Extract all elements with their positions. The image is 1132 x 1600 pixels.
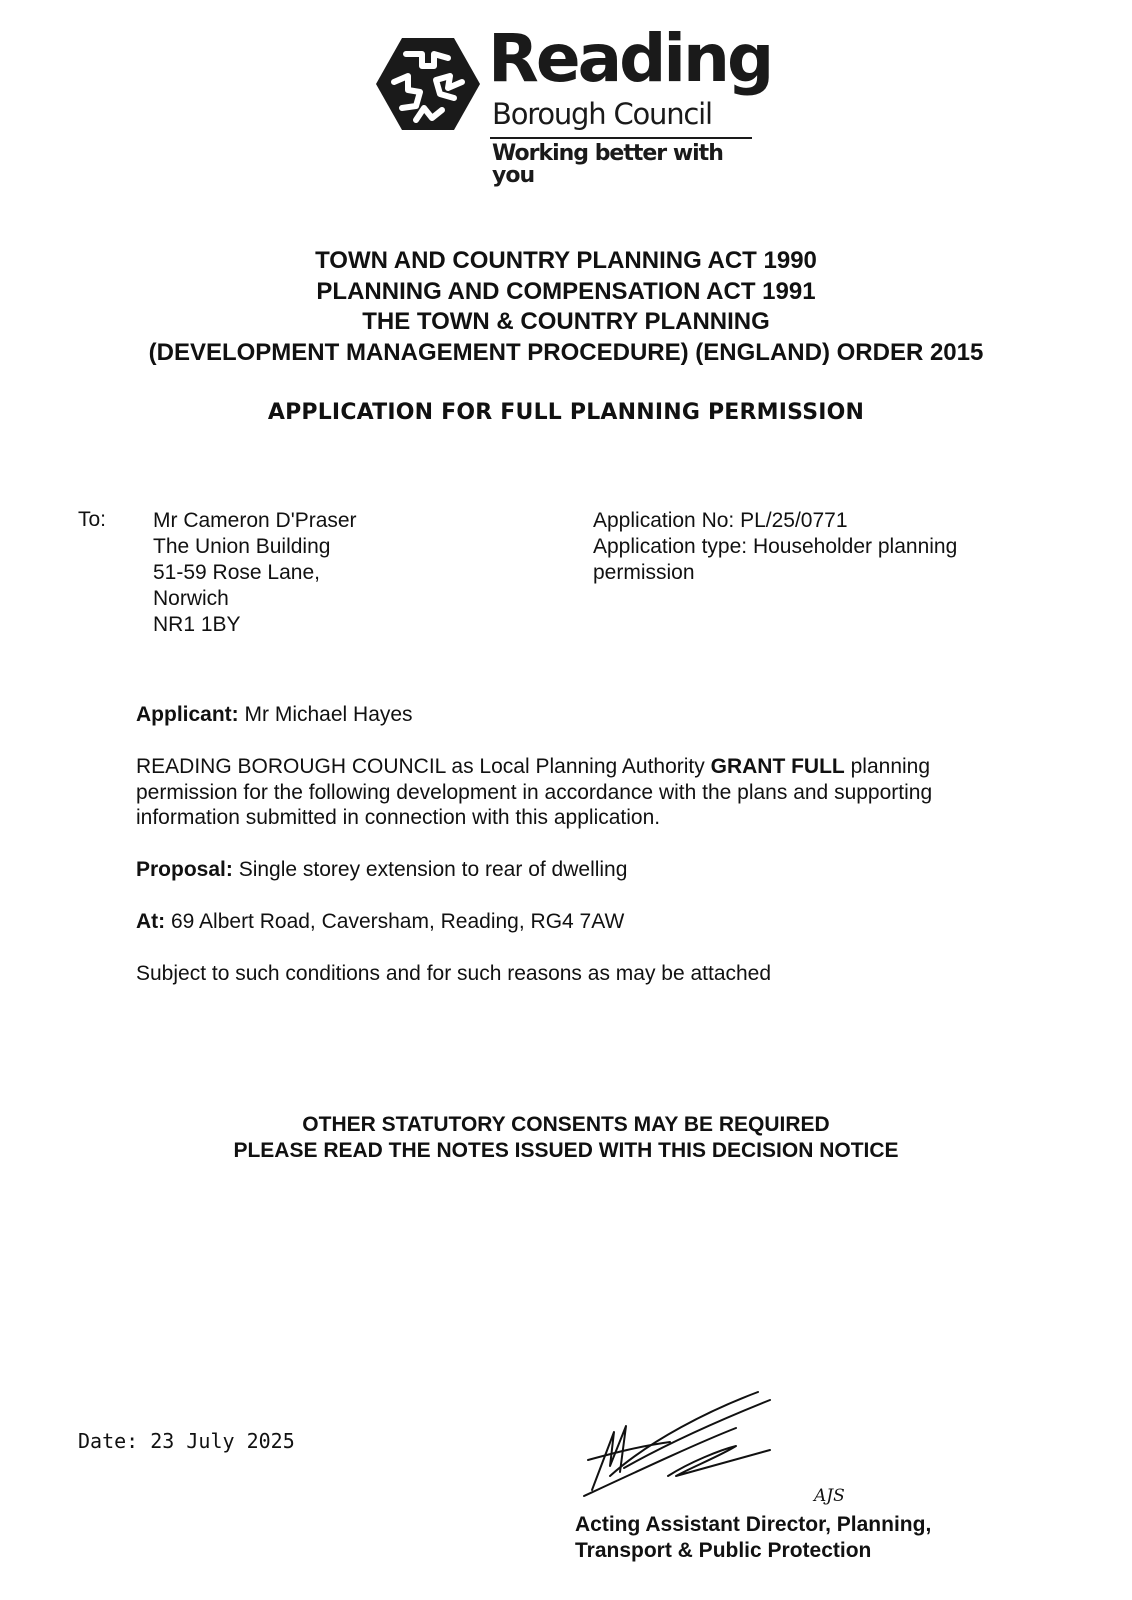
date-label: Date: xyxy=(78,1429,139,1453)
recipient-address-line: The Union Building xyxy=(153,535,331,558)
act-heading-1: TOWN AND COUNTRY PLANNING ACT 1990 xyxy=(315,247,817,274)
document-title: APPLICATION FOR FULL PLANNING PERMISSION xyxy=(267,400,865,425)
application-type-label: Application type: xyxy=(593,535,748,558)
application-number-row xyxy=(593,508,1023,534)
application-number: PL/25/0771 xyxy=(740,509,848,532)
grant-decision: GRANT FULL xyxy=(710,755,845,778)
applicant-line xyxy=(136,702,1016,728)
grant-suffix: planning permission for the following development in accordance with the plans and supporting information submitted in connection with this application. xyxy=(136,755,933,829)
decision-date xyxy=(78,1429,295,1453)
council-logo xyxy=(376,20,772,188)
statutory-notice xyxy=(60,1112,1072,1164)
act-heading-4: (DEVELOPMENT MANAGEMENT PROCEDURE) (ENGLAND) ORDER 2015 xyxy=(148,338,984,366)
conditions-line: Subject to such conditions and for such reasons as may be attached xyxy=(136,962,772,985)
logo-name: Reading xyxy=(488,20,772,97)
act-heading-2: PLANNING AND COMPENSATION ACT 1991 xyxy=(316,277,816,305)
logo-tagline: Working better with you xyxy=(492,141,723,188)
proposal-line xyxy=(136,857,1016,883)
recipient-postcode: NR1 1BY xyxy=(153,613,241,636)
application-type-row xyxy=(593,534,1023,586)
application-type: Householder planning permission xyxy=(593,535,958,584)
recipient-address-line: 51-59 Rose Lane, xyxy=(153,561,320,584)
recipient-name: Mr Cameron D'Praser xyxy=(153,509,357,532)
signer-title-line-2: Transport & Public Protection xyxy=(575,1539,872,1562)
grant-prefix: READING BOROUGH COUNCIL as Local Planning Authority xyxy=(136,755,705,778)
application-number-label: Application No: xyxy=(593,509,735,532)
recipient-address-line: Norwich xyxy=(153,587,229,610)
logo-divider xyxy=(490,137,752,139)
application-info xyxy=(593,508,1023,586)
applicant-label: Applicant: xyxy=(136,703,239,726)
date-value: 23 July 2025 xyxy=(150,1429,295,1453)
proposal-label: Proposal: xyxy=(136,858,233,881)
proposal-text: Single storey extension to rear of dwelling xyxy=(238,858,628,881)
signer-title xyxy=(575,1512,931,1564)
notice-line-2: PLEASE READ THE NOTES ISSUED WITH THIS DECISION NOTICE xyxy=(233,1139,899,1162)
site-address-line xyxy=(136,909,1016,935)
act-heading-3: THE TOWN & COUNTRY PLANNING xyxy=(362,308,770,335)
site-address-label: At: xyxy=(136,910,166,933)
site-address: 69 Albert Road, Caversham, Reading, RG4 7AW xyxy=(171,910,625,933)
signer-title-line-1: Acting Assistant Director, Planning, xyxy=(575,1513,932,1536)
notice-line-1: OTHER STATUTORY CONSENTS MAY BE REQUIRED xyxy=(302,1113,830,1136)
logo-subtitle: Borough Council xyxy=(492,97,712,131)
grant-statement xyxy=(136,754,1016,831)
council-emblem-icon xyxy=(376,36,480,132)
signature-icon xyxy=(580,1380,790,1510)
signer-initials: AJS xyxy=(814,1486,845,1506)
applicant-name: Mr Michael Hayes xyxy=(244,703,413,726)
to-label: To: xyxy=(78,508,107,531)
legislation-headings xyxy=(60,246,1072,368)
recipient-address xyxy=(153,508,357,638)
